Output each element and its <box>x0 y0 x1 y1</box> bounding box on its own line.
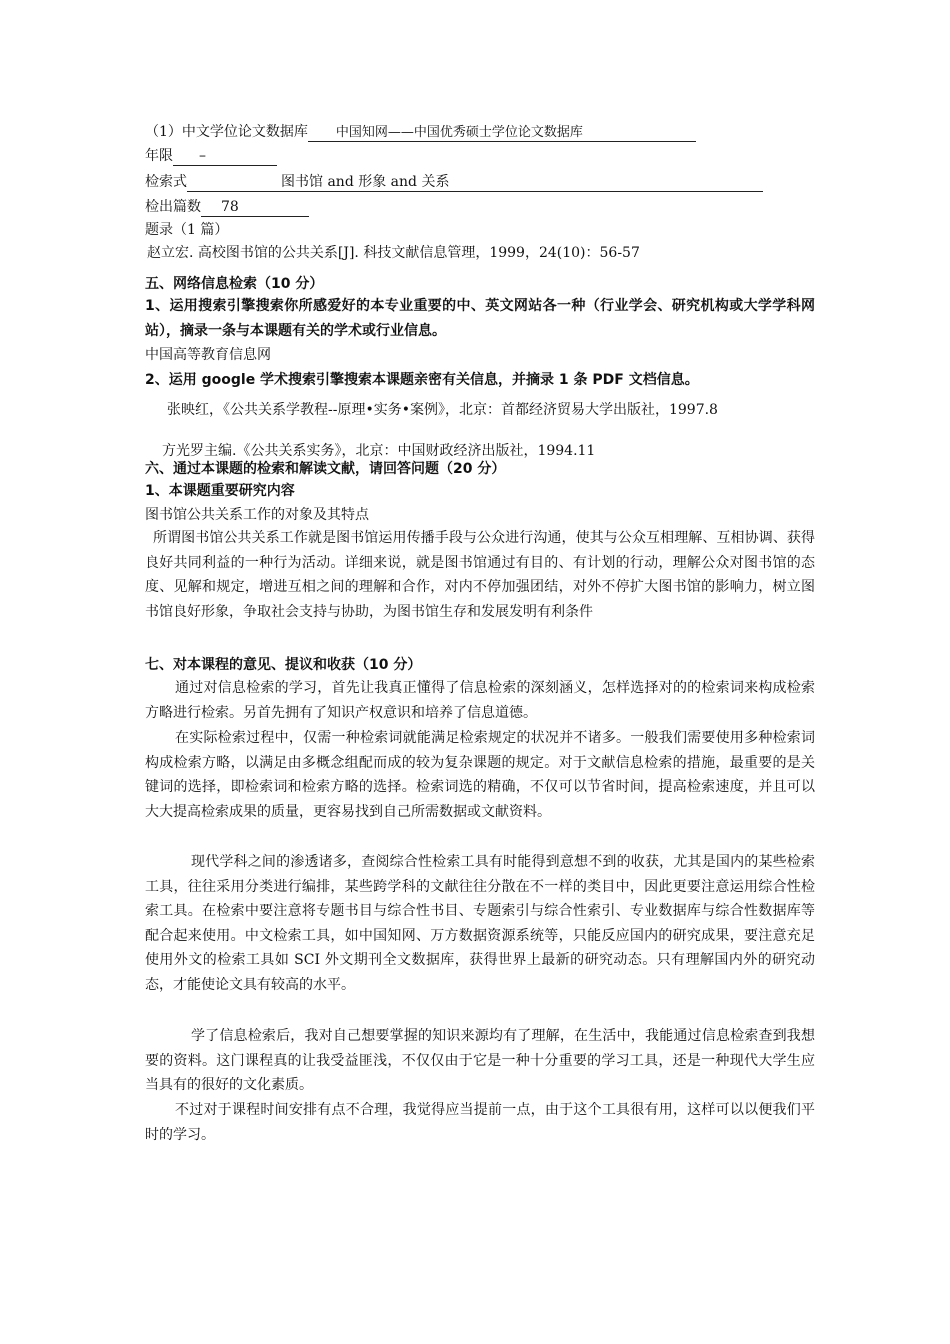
years-label: 年限 <box>145 148 173 164</box>
section7-paragraph-4: 学了信息检索后，我对自己想要掌握的知识来源均有了理解，在生活中，我能通过信息检索查到我想要的资料。这门课程真的让我受益匪浅，不仅仅由于它是一种十分重要的学习工具，还是一种现代大学生应当具有的很好的文化素质。 <box>145 1028 815 1093</box>
database-row <box>145 122 696 142</box>
database-label: （1）中文学位论文数据库 <box>145 124 308 140</box>
section6-heading: 六、通过本课题的检索和解读文献，请回答问题（20 分） <box>145 461 506 477</box>
database-value: 中国知网——中国优秀硕士学位论文数据库 <box>308 124 696 142</box>
years-row <box>145 146 277 166</box>
reference-1: 张映红，《公共关系学教程--原理•实务•案例》，北京：首都经济贸易大学出版社，1997.8 <box>167 402 718 418</box>
section5-answer1: 中国高等教育信息网 <box>145 347 271 363</box>
reference-2: 方光罗主编.《公共关系实务》，北京：中国财政经济出版社，1994.11 <box>162 443 596 459</box>
section6-subheading: 1、本课题重要研究内容 <box>145 483 295 499</box>
section5-heading: 五、网络信息检索（10 分） <box>145 276 324 292</box>
section6-body: 所谓图书馆公共关系工作就是图书馆运用传播手段与公众进行沟通，使其与公众互相理解、互相协调、获得良好共同利益的一种行为活动。详细来说，就是图书馆通过有目的、有计划的行动，理解公众对图书馆的态度、见解和规定，增进互相之间的理解和合作，对内不停加强团结，对外不停扩大图书馆的影响力，树立图书馆良好形象，争取社会支持与协助，为图书馆生存和发展发明有利条件 <box>145 530 815 620</box>
count-label: 检出篇数 <box>145 199 201 215</box>
section7-heading: 七、对本课程的意见、提议和收获（10 分） <box>145 657 422 673</box>
count-row <box>145 197 309 217</box>
section7-paragraph-5: 不过对于课程时间安排有点不合理，我觉得应当提前一点，由于这个工具很有用，这样可以以便我们平时的学习。 <box>145 1102 815 1143</box>
record-citation: 赵立宏. 高校图书馆的公共关系[J]. 科技文献信息管理，1999，24(10)：56-57 <box>147 245 640 261</box>
section5-question2: 2、运用 google 学术搜索引擎搜索本课题亲密有关信息，并摘录 1 条 PDF 文档信息。 <box>145 372 699 388</box>
count-value: 78 <box>201 199 309 217</box>
section7-paragraph-2: 在实际检索过程中，仅需一种检索词就能满足检索规定的状况并不诸多。一般我们需要使用多种检索词构成检索方略，以满足由多概念组配而成的较为复杂课题的规定。对于文献信息检索的措施，最重要的是关键词的选择，即检索词和检索方略的选择。检索词选的精确，不仅可以节省时间，提高检索速度，并且可以大大提高检索成果的质量，更容易找到自己所需数据或文献资料。 <box>145 730 815 820</box>
section6-topic: 图书馆公共关系工作的对象及其特点 <box>145 507 369 523</box>
section5-question1: 1、运用搜索引擎搜索你所感爱好的本专业重要的中、英文网站各一种（行业学会、研究机构或大学学科网站），摘录一条与本课题有关的学术或行业信息。 <box>145 298 815 339</box>
record-label: 题录（1 篇） <box>145 222 229 238</box>
query-row <box>145 172 763 192</box>
query-label: 检索式 <box>145 174 187 190</box>
years-value: – <box>173 148 277 166</box>
section7-paragraph-1: 通过对信息检索的学习，首先让我真正懂得了信息检索的深刻涵义，怎样选择对的的检索词来构成检索方略进行检索。另首先拥有了知识产权意识和培养了信息道德。 <box>145 680 815 721</box>
section7-paragraph-3: 现代学科之间的渗透诸多，查阅综合性检索工具有时能得到意想不到的收获，尤其是国内的某些检索工具，往往采用分类进行编排，某些跨学科的文献往往分散在不一样的类目中，因此更要注意运用综合性检索工具。在检索中要注意将专题书目与综合性书目、专题索引与综合性索引、专业数据库与综合性数据库等配合起来使用。中文检索工具，如中国知网、万方数据资源系统等，只能反应国内的研究成果，要注意充足使用外文的检索工具如 SCI 外文期刊全文数据库，获得世界上最新的研究动态。只有理解国内外的研究动态，才能使论文具有较高的水平。 <box>145 854 815 993</box>
query-value: 图书馆 and 形象 and 关系 <box>187 174 763 192</box>
